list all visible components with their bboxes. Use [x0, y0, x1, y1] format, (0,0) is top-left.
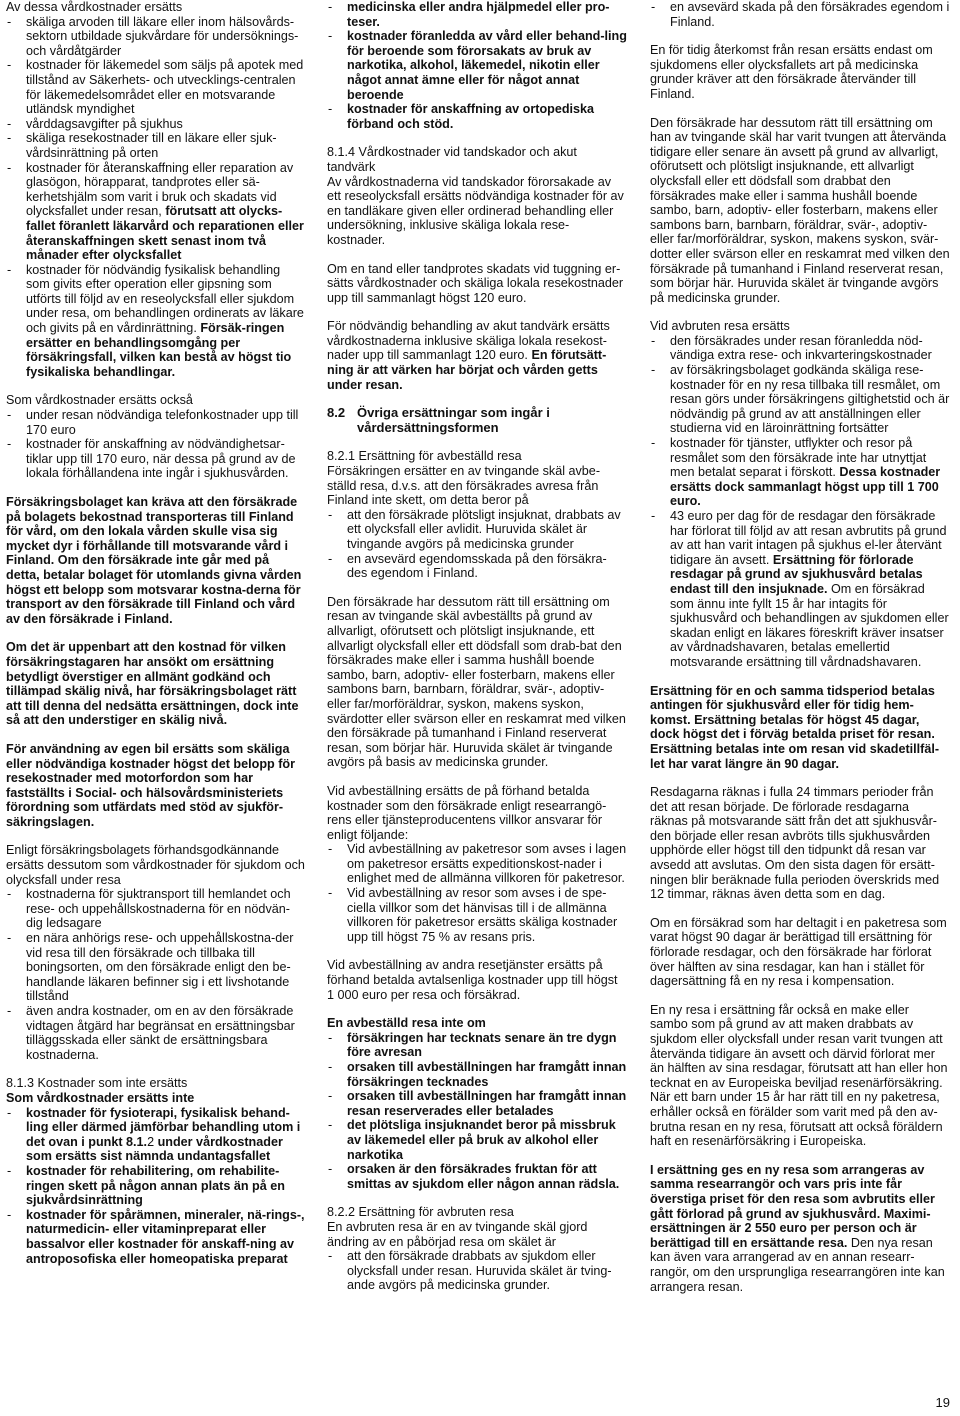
- list-item: - Vid avbeställning av paketresor som avses i lagen om paketresor ersätts expeditionskost-nader i enlighet med de allmänna villkoren för paketresor.: [327, 842, 627, 886]
- list-item-text: kostnader för nödvändig fysikalisk behandling som givits efter operation eller gipsning som utförts till följd av en reseolycksfall eller sjukdom under resa, om behandlingen ordinerats av läkare och givits på en vårdinrättning.: [26, 262, 304, 336]
- list-item: - den försäkrades under resan föranledda nöd-vändiga extra rese- och inkvarteringskostnader: [650, 334, 950, 363]
- column-right: [650, 0, 950, 1308]
- list-item: - orsaken till avbeställningen har framgått innan resan reserverades eller betalades: [327, 1089, 627, 1118]
- list-item: - att den försäkrade plötsligt insjuknat, drabbats av ett olycksfall eller avlidit. Huruvida skälet är tvingande avgörs på medicinska grunder: [327, 508, 627, 552]
- section-heading: 8.2.1 Ersättning för avbeställd resa: [327, 449, 522, 464]
- list-item: - skäliga arvoden till läkare eller inom hälsovårds-sektorn utbildade sjukvårdare för undersöknings- och vårdåtgärder: [6, 15, 306, 59]
- column-left: [6, 0, 306, 1266]
- section-subheading: Som vårdkostnader ersätts inte: [6, 1090, 195, 1105]
- paragraph: Vid avbruten resa ersätts: [650, 319, 790, 334]
- paragraph: Resdagarna räknas i fulla 24 timmars perioder från det att resan började. De förlorade resdagarna räknas på motsvarande sätt från det att sjukhusvår-den började eller resan avbröts tills sjukhusvården upphörde eller högst till den tidpunkt då resan var avsedd att avslutas. Om den sista dagen för ersätt-ningen blir beräknade fulla perioden överskrids med 12 timmar, räknas även detta som en dag.: [650, 785, 940, 902]
- paragraph: En för tidig återkomst från resan ersätts endast om sjukdomens eller olycksfallets art på medicinska grunder kräver att den försäkrade återvänder till Finland.: [650, 43, 933, 101]
- list-item-bold-text: Försäk-ringen ersätter en behandlingsomgång per försäkringsfall, vilken kan bestå av högst tio fysikaliska behandlingar.: [26, 321, 292, 379]
- list-item: - kostnader för spårämnen, mineraler, nä-rings-, naturmedicin- eller vitaminpreparat eller bassalvor eller kostnader för anskaff-ning av antroposofiska eller homeopatiska preparat: [6, 1208, 306, 1266]
- paragraph: Om en försäkrad som har deltagit i en paketresa som varat högst 90 dagar är berättigad till ersättning för förlorade resdagar, och den försäkrade har förlorat över hälften av sina resdagar, kan han i stället för dagersättning få en ny resa i kompensation.: [650, 915, 947, 989]
- list-item: - av försäkringsbolaget godkända skäliga rese-kostnader för en ny resa tillbaka till resmålet, om resan görs under försäkringens giltighetstid och är nödvändig på grund av att anställningen eller studierna vid en läroinrättning fortsätter: [650, 363, 950, 436]
- list-item: - kostnaderna för sjuktransport till hemlandet och rese- och uppehållskostnaderna för en nödvän-dig ledsagare: [6, 887, 306, 931]
- paragraph: Om en tand eller tandprotes skadats vid tuggning er-sätts vårdkostnader och skäliga lokala resekostnader upp till sammanlagt högst 120 euro.: [327, 261, 624, 305]
- list-item: - vårddagsavgifter på sjukhus: [6, 117, 306, 132]
- list-item-bold-text: förutsatt att olycks-fallet föranlett läkarvård och reparationen eller återanskaffningen skett senast inom två månader efter olycksfallet: [26, 204, 304, 263]
- list-item: - att den försäkrade drabbats av sjukdom eller olycksfall under resan. Huruvida skälet är tving-ande avgörs på medicinska grunder.: [327, 1249, 627, 1293]
- list-item: - orsaken till avbeställningen har framgått innan försäkringen tecknades: [327, 1060, 627, 1089]
- list-item: - under resan nödvändiga telefonkostnader upp till 170 euro: [6, 408, 306, 437]
- bold-paragraph: Om det är uppenbart att den kostnad för vilken försäkringstagaren har ansökt om ersättning betydligt överstiger en allmänt godkänd och tillämpad skälig nivå, har försäkringsbolaget rätt att till denna del nedsätta ersättningen, dock inte så att den understiger en skälig nivå.: [6, 640, 299, 728]
- bold-paragraph: För användning av egen bil ersätts som skäliga eller nödvändiga kostnader högst det belopp för resekostnader med motorfordon som har fastställts i Social- och hälsovårdsministeriets förordning som utfärdats med stöd av sjukför-säkringslagen.: [6, 741, 295, 829]
- list-item: - det plötsliga insjuknandet beror på missbruk av läkemedel eller på bruk av alkohol eller narkotika: [327, 1118, 627, 1162]
- list-item-text: kostnader för återanskaffning eller reparation av glasögon, hörapparat, tandprotes eller sä-kerhetshjälm som varit i bruk och skadats vid olycksfallet under resan,: [26, 160, 294, 219]
- paragraph: Enligt försäkringsbolagets förhandsgodkännande ersätts dessutom som vårdkostnader för sjukdom och olycksfall under resa: [6, 843, 305, 887]
- list-item: - kostnader för läkemedel som säljs på apotek med tillstånd av Säkerhets- och utvecklings-centralen för läkemedelsområdet eller en motsvarande utländsk myndighet: [6, 58, 306, 116]
- section-heading: 8.1.4 Vårdkostnader vid tandskador och akut tandvärk: [327, 145, 577, 174]
- list-item: - Vid avbeställning av resor som avses i de spe-ciella villkor som det hänvisas till i de allmänna villkoren för paketresor ersätts skäliga kostnader upp till högst 75 % av resans pris.: [327, 886, 627, 944]
- bold-paragraph: Ersättning för en och samma tidsperiod betalas antingen för sjukhusvård eller för tidig hem-komst. Ersättning betalas för högst 45 dagar, dock högst det i förväg betalda priset för resan. Ersättning betalas inte om resan vid skadetillfäl-let har varat längre än 90 dagar.: [650, 683, 940, 771]
- paragraph: Den försäkrade har dessutom rätt till ersättning om resan av tvingande skäl avbeställts på grund av allvarligt, oförutsett och plötsligt insjuknande, ett allvarligt olycksfall eller ett dödsfall som drab-bat den försäkrades make eller i samma hushåll boende sambo, barn, adoptiv- eller fosterbarn, makens eller sambons barn, barnbarn, föräldrar, svär-, adoptiv- eller far/morföräldrar, syskon, makens syskon, svärdotter eller svärson eller en reskamrat med vilken den försäkrade på tumanhand i Finland reserverat resan, som börjar här. Huruvida skälet är tvingande avgörs på basis av medicinska grunder.: [327, 594, 626, 770]
- paragraph: Vid avbeställning av andra resetjänster ersätts på förhand betalda avtalsenliga kostnader upp till högst 1 000 euro per resa och försäkrad.: [327, 958, 618, 1002]
- paragraph: Som vårdkostnader ersätts också: [6, 393, 193, 408]
- list-item: - försäkringen har tecknats senare än tre dygn före avresan: [327, 1031, 627, 1060]
- list-item: - orsaken är den försäkrades fruktan för att smittas av sjukdom eller någon annan rädsla.: [327, 1162, 627, 1191]
- list-item: - en avsevärd egendomsskada på den försäkra-des egendom i Finland.: [327, 552, 627, 581]
- paragraph: En ny resa i ersättning får också en make eller sambo som på grund av att maken drabbats av sjukdom eller olycksfall under resan varit tvungen att återvända tidigare än avsett och därvid förlorat mer än hälften av sina resdagar, förutsatt att han eller hon tecknat en av Europeiska beviljad resenärförsäkring. När ett barn under 15 år har rätt till en ny paketresa, erhåller också en förälder som varit med på den av-brutna resan en ny resa, förutsatt att också föräldern haft en resenärförsäkring i Europeiska.: [650, 1002, 948, 1149]
- section-heading: 8.2.2 Ersättning för avbruten resa: [327, 1205, 514, 1220]
- list-item: - 43 euro per dag för de resdagar den försäkrade har förlorat till följd av att resan avbrutits på grund av att han varit intagen på sjukhus el-ler återvänt tidigare än avsett. Ersättning för förlorade resdagar på grund av sjukhusvård betalas endast till den insjuknade. Om en försäkrad som ännu inte fyllt 15 år har intagits för sjukhusvård och behandlingen av sjukdomen eller skadan enligt en läkares föreskrift kräver insatser av vårdnadshavaren, betalas emellertid motsvarande ersättning till vårdnadshavaren.: [650, 509, 950, 670]
- list-item: - en avsevärd skada på den försäkrades egendom i Finland.: [650, 0, 950, 29]
- list-item: - även andra kostnader, om en av den försäkrade vidtagen åtgärd har begränsat en ersättningsbar tilläggsskada eller sänkt de ersättningsbara kostnaderna.: [6, 1004, 306, 1062]
- paragraph: Den försäkrade har dessutom rätt till ersättning om han av tvingande skäl har varit tvungen att återvända tidigare eller senare än avsett på grund av allvarligt, oförutsett och plötsligt insjuknande, ett allvarligt olycksfall eller ett dödsfall som drabbat den försäkrades make eller i samma hushåll boende sambo, barn, adoptiv- eller fosterbarn, makens eller sambons barn, barnbarn, föräldrar, svär-, adoptiv-eller far/morföräldrar, syskon, makens syskon, svär-dotter eller svärson eller en reskamrat med vilken den försäkrade på tumanhand i Finland reserverat resan, som börjar här. Huruvida skälet är tvingande avgörs på medicinska grunder.: [650, 115, 950, 305]
- page-number: 19: [935, 1395, 950, 1410]
- paragraph: En avbruten resa är en av tvingande skäl gjord ändring av en påbörjad resa om skälet är: [327, 1219, 588, 1249]
- bold-paragraph: Försäkringsbolaget kan kräva att den försäkrade på bolagets bekostnad transporteras till Finland för vård, om den lokala vården skulle visa sig mycket dyr i förhållande till motsvarande vård i Finland. Om den försäkrade inte går med på detta, betalar bolaget för utomlands givna vården högst ett belopp som motsvarar kostna-derna för transport av den försäkrade till Finland och vård av den försäkrade i Finland.: [6, 495, 302, 626]
- list-item: [6, 263, 306, 380]
- paragraph: För nödvändig behandling av akut tandvärk ersätts vårdkostnaderna inklusive skäliga lokala resekost-nader upp till sammanlagt 120 euro. En förutsätt-ning är att värken har börjat och vården getts under resan.: [327, 319, 610, 392]
- bold-heading: En avbeställd resa inte om: [327, 1016, 486, 1031]
- list-item: - kostnader för fysioterapi, fysikalisk behand-ling eller därmed jämförbar behandling utom i det ovan i punkt 8.1.2 under vårdkostnader som ersätts sist nämnda undantagsfallet: [6, 1106, 306, 1164]
- paragraph: Vid avbeställning ersätts de på förhand betalda kostnader som den försäkrade enligt researrangö-rens eller tjänsteproducentens villkor ansvarar för enligt följande:: [327, 783, 607, 842]
- paragraph: Av vårdkostnaderna vid tandskador förorsakade av ett reseolycksfall ersätts nödvändiga kostnader för av en tandläkare given eller ordinerad behandling eller undersökning, inklusive skäliga lokala rese-kostnader.: [327, 174, 624, 247]
- list-item: - kostnader för tjänster, utflykter och resor på resmålet som den försäkrade inte har utnyttjat men betalat separat i förskott. Dessa kostnader ersätts dock sammanlagt högst upp till 1 700 euro.: [650, 436, 950, 509]
- list-item: - medicinska eller andra hjälpmedel eller pro-teser.: [327, 0, 627, 29]
- list-item: - en nära anhörigs rese- och uppehållskostna-der vid resa till den försäkrade och tillbaka till boningsorten, om den försäkrade enligt den be-handlande läkaren befinner sig i ett livshotande tillstånd: [6, 931, 306, 1004]
- section-heading: 8.1.3 Kostnader som inte ersätts: [6, 1076, 188, 1091]
- column-middle: [327, 0, 627, 1293]
- list-item: - kostnader för anskaffning av nödvändighetsar-tiklar upp till 170 euro, när dessa på grund av de lokala förhållandena inte ingår i sjukhusvården.: [6, 437, 306, 481]
- paragraph: Försäkringen ersätter en av tvingande skäl avbe-ställd resa, d.v.s. att den försäkrades avresa från Finland inte skett, om detta beror på: [327, 464, 601, 508]
- paragraph: I ersättning ges en ny resa som arrangeras av samma researrangör och vars pris inte får överstiga priset för den resa som avbrutits eller gått förlorad på grund av sjukhusvård. Maximi-ersättningen är 2 550 euro per person och är berättigad till en ersättande resa. Den nya resan kan även vara arrangerad av en annan researr-rangör, om den ursprungliga researrangören inte kan arrangera resan.: [650, 1162, 945, 1294]
- section-heading: 8.2 Övriga ersättningar som ingår i vårdersättningsformen: [327, 405, 550, 435]
- list-item: - kostnader föranledda av vård eller behand-ling för beroende som förorsakats av bruk av narkotika, alkohol, läkemedel, nikotin eller något annat ämne eller för något annat beroende: [327, 29, 627, 102]
- list-item: - skäliga resekostnader till en läkare eller sjuk-vårdsinrättning på orten: [6, 131, 306, 160]
- list-item: [6, 161, 306, 263]
- paragraph: Av dessa vårdkostnader ersätts: [6, 0, 183, 14]
- list-item: - kostnader för anskaffning av ortopediska förband och stöd.: [327, 102, 627, 131]
- list-item: - kostnader för rehabilitering, om rehabilite-ringen skett på någon annan plats än på en sjukvårdsinrättning: [6, 1164, 306, 1208]
